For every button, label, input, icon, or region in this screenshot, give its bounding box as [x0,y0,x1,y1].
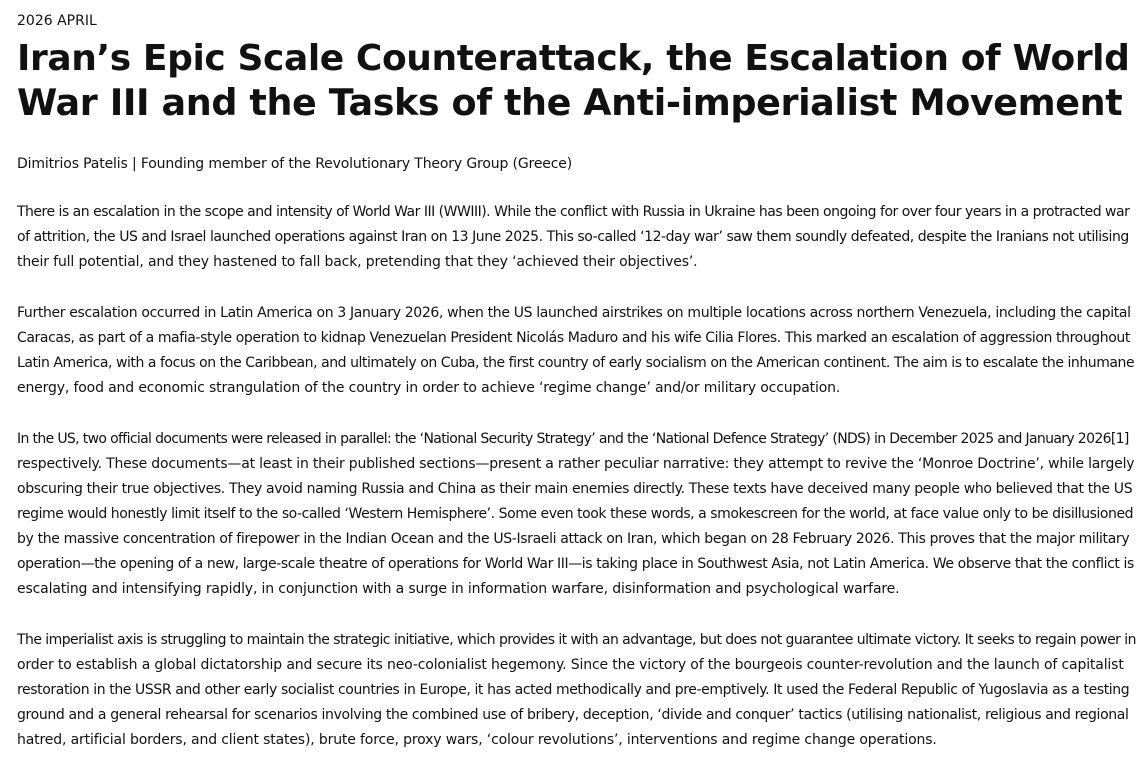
article-byline: Dimitrios Patelis | Founding member of the Revolutionary Theory Group (Greece) [17,156,573,172]
paragraph-line: their full potential, and they hastened to fall back, pretending that they ‘achieved their objectives’. [17,254,698,270]
paragraph-line: respectively. These documents—at least in their published sections—present a rather peculiar narrative: they attempt to revive the ‘Monroe Doctrine’, while largely [17,456,1135,472]
paragraph-line: ground and a general rehearsal for scenarios involving the combined use of bribery, deception, ‘divide and conquer’ tactics (utilising nationalist, religious and regional [17,707,1129,723]
body-paragraph [17,628,1143,753]
paragraph-line: by the massive concentration of firepower in the Indian Ocean and the US-Israeli attack on Iran, which began on 28 February 2026. This proves that the major military [17,531,1130,547]
article-title-line: War III and the Tasks of the Anti-imperialist Movement [17,81,1123,124]
paragraph-line: of attrition, the US and Israel launched operations against Iran on 13 June 2025. This so-called ‘12-day war’ saw them soundly defeated, despite the Iranians not utilising [17,229,1129,245]
paragraph-line: Latin America, with a focus on the Caribbean, and ultimately on Cuba, the first country of early socialism on the American continent. The aim is to escalate the inhumane [17,355,1135,371]
paragraph-line: regime would honestly limit itself to the so-called ‘Western Hemisphere’. Some even took these words, a smokescreen for the world, at face value only to be disillusioned [17,506,1134,522]
paragraph-line: order to establish a global dictatorship and secure its neo-colonialist hegemony. Since the victory of the bourgeois counter-revolution and the launch of capitalist [17,657,1124,673]
paragraph-line: operation—the opening of a new, large-scale theatre of operations for World War III—is taking place in Southwest Asia, not Latin America. We observe that the conflict is [17,556,1134,572]
article-title-line: Iran’s Epic Scale Counterattack, the Escalation of World [17,38,1130,79]
article-date: 2026 APRIL [17,13,97,29]
paragraph-line: obscuring their true objectives. They avoid naming Russia and China as their main enemies directly. These texts have deceived many people who believed that the US [17,481,1133,497]
paragraph-line: The imperialist axis is struggling to maintain the strategic initiative, which provides it with an advantage, but does not guarantee ultimate victory. It seeks to regain power in [17,632,1136,648]
paragraph-line: energy, food and economic strangulation of the country in order to achieve ‘regime change’ and/or military occupation. [17,380,841,396]
paragraph-line: In the US, two official documents were released in parallel: the ‘National Security Strategy’ and the ‘National Defence Strategy’ (NDS) in December 2025 and January 2026[1] [17,431,1129,447]
article-title [17,36,1130,125]
paragraph-line: There is an escalation in the scope and intensity of World War III (WWIII). While the conflict with Russia in Ukraine has been ongoing for over four years in a protracted war [17,204,1130,220]
paragraph-line: hatred, artificial borders, and client states), brute force, proxy wars, ‘colour revolutions’, interventions and regime change operations. [17,732,937,748]
body-paragraph [17,427,1143,602]
paragraph-line: Caracas, as part of a mafia-style operation to kidnap Venezuelan President Nicolás Maduro and his wife Cilia Flores. This marked an escalation of aggression throughout [17,330,1130,346]
body-paragraph [17,301,1143,401]
paragraph-line: restoration in the USSR and other early socialist countries in Europe, it has acted methodically and pre-emptively. It used the Federal Republic of Yugoslavia as a testing [17,682,1130,698]
paragraph-line: Further escalation occurred in Latin America on 3 January 2026, when the US launched airstrikes on multiple locations across northern Venezuela, including the capital [17,305,1131,321]
paragraph-line: escalating and intensifying rapidly, in conjunction with a surge in information warfare, disinformation and psychological warfare. [17,581,900,597]
body-paragraph [17,200,1143,275]
